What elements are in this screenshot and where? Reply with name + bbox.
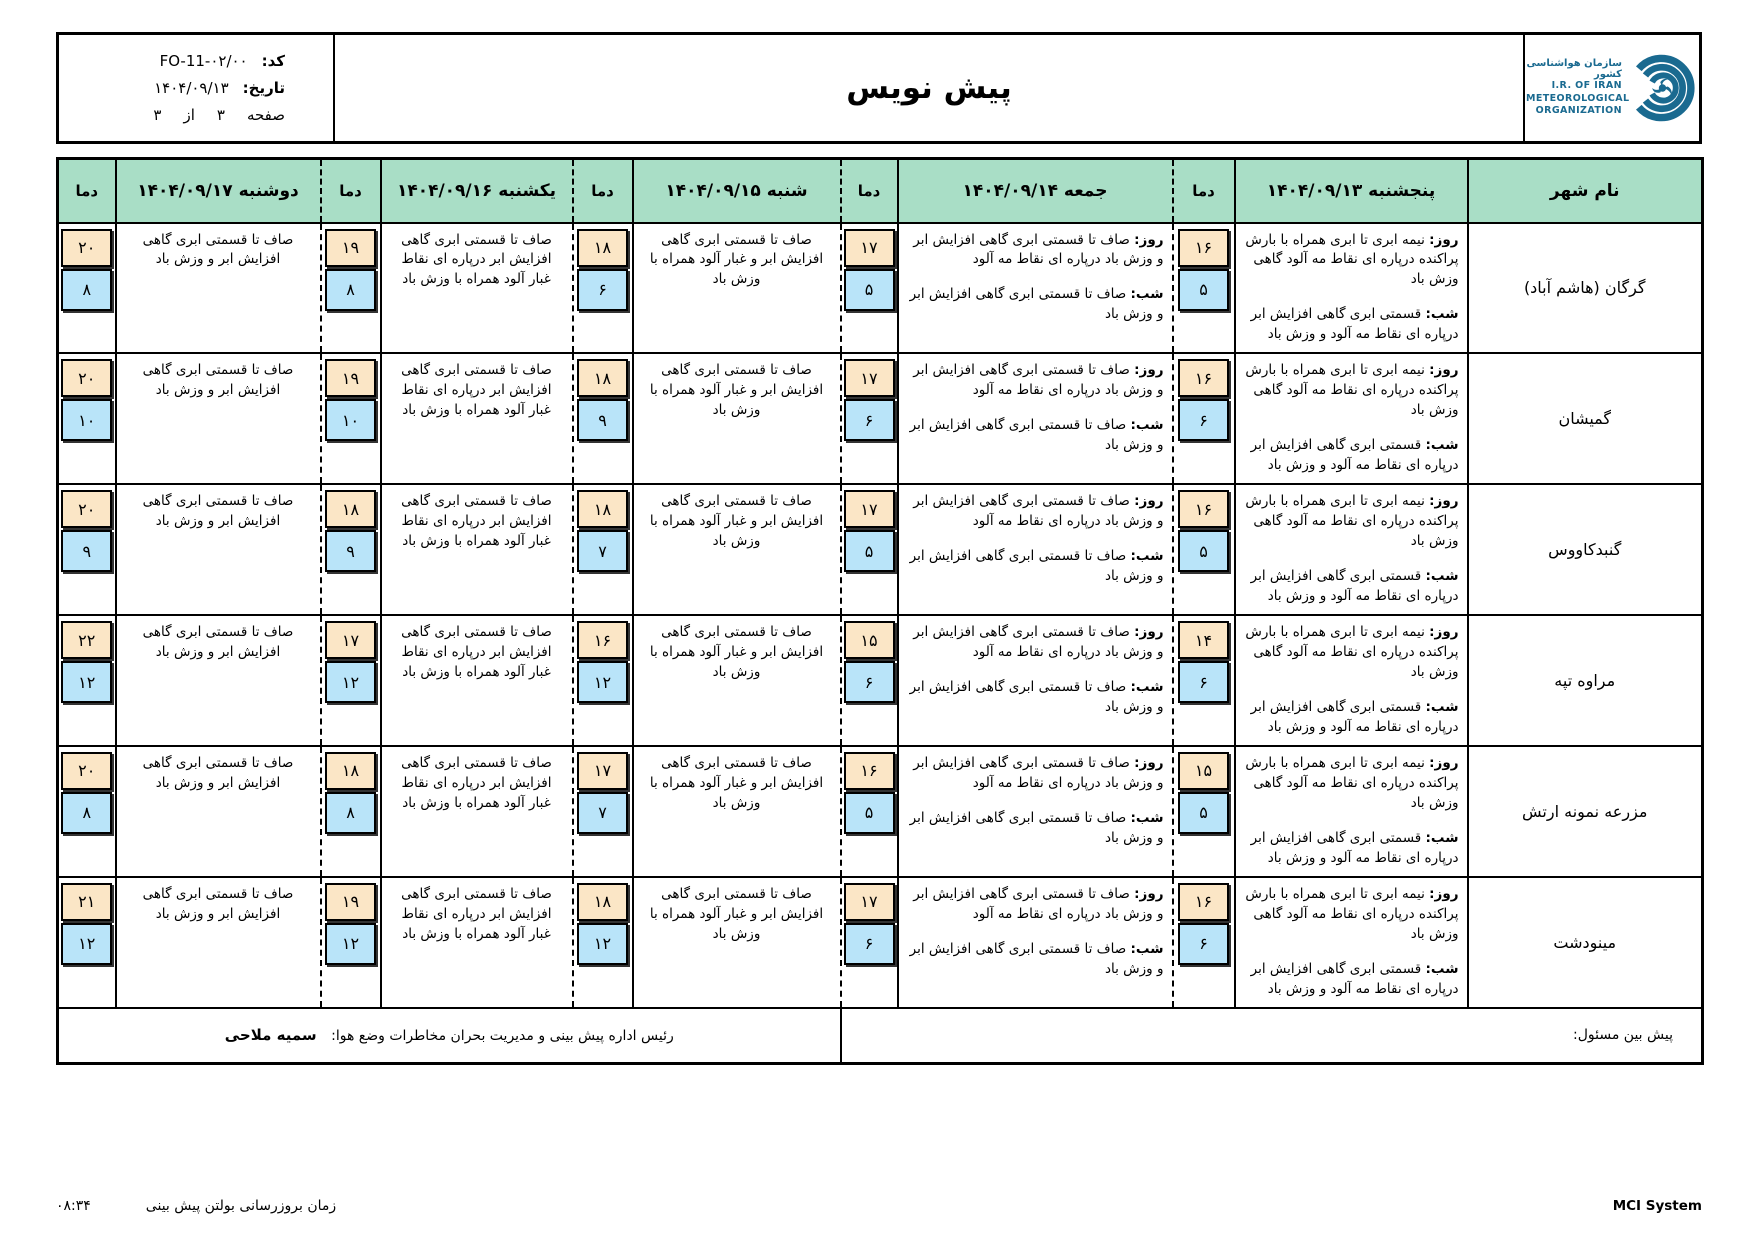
period-label: شب: [1425,568,1459,585]
forecast-text: روز: صاف تا قسمتی ابری گاهی افزایش ابر و وزش باد درپاره ای نقاط مه آلود [913,754,1164,791]
system-name: MCI System [1612,1198,1702,1214]
period-label: شب: [1130,678,1164,695]
forecast-text: صاف تا قسمتی ابری گاهی افزایش ابر و غبار آلود همراه با وزش باد [649,362,824,419]
forecast-text: روز: صاف تا قسمتی ابری گاهی افزایش ابر و وزش باد درپاره ای نقاط مه آلود [913,885,1164,922]
page-current: ۳ [216,106,225,124]
temp-min-box: ۵ [1178,792,1229,834]
forecast-text: شب: قسمتی ابری گاهی افزایش ابر درپاره ای نقاط مه آلود و وزش باد [1250,306,1459,343]
forecast-cell [116,353,321,484]
temp-header-cell-1: دما [841,159,898,223]
temp-max-box: ۱۸ [577,490,628,528]
temp-cell [321,223,381,354]
table-row-0 [58,223,1703,354]
temp-cell [1173,484,1235,615]
period-label: روز: [1134,493,1164,510]
forecast-cell [898,353,1173,484]
forecast-cell [116,484,321,615]
forecast-cell [381,877,573,1008]
forecast-text: شب: صاف تا قسمتی ابری گاهی افزایش ابر و وزش باد [909,940,1164,977]
forecast-text: صاف تا قسمتی ابری گاهی افزایش ابر درپاره ای نقاط غبار آلود همراه با وزش باد [401,493,552,550]
update-time-value: ۰۸:۳۴ [56,1198,91,1214]
forecast-cell [898,877,1173,1008]
forecast-text: شب: صاف تا قسمتی ابری گاهی افزایش ابر و وزش باد [909,809,1164,846]
forecast-cell [898,746,1173,877]
temp-max-box: ۱۷ [577,752,628,790]
logo-line-en1: I.R. OF IRAN [1551,79,1622,91]
temp-max-box: ۲۲ [61,621,112,659]
code-label: کد: [261,52,285,70]
forecast-table [56,157,1704,1065]
temp-cell [573,353,633,484]
temp-min-box: ۱۰ [325,399,376,441]
period-label: روز: [1134,885,1164,902]
period-label: شب: [1425,829,1459,846]
signature-row [58,1008,1703,1064]
period-label: روز: [1429,624,1459,641]
period-label: شب: [1130,809,1164,826]
temp-cell [1173,746,1235,877]
temp-max-box: ۱۸ [577,229,628,267]
forecast-cell [898,223,1173,354]
temp-max-box: ۱۸ [577,359,628,397]
city-cell: گرگان (هاشم آباد) [1468,223,1703,354]
forecast-cell [381,484,573,615]
date-label: تاریخ: [242,79,285,97]
meta-date-row [69,79,285,97]
temp-max-box: ۱۹ [325,229,376,267]
temp-max-box: ۱۵ [844,621,895,659]
temp-max-box: ۱۶ [1178,229,1229,267]
period-label: روز: [1134,231,1164,248]
forecast-text: صاف تا قسمتی ابری گاهی افزایش ابر و وزش باد [142,231,294,268]
document-header [56,32,1702,144]
period-label: روز: [1429,231,1459,248]
forecast-text: صاف تا قسمتی ابری گاهی افزایش ابر و وزش باد [142,754,294,791]
page-title: پیش نویس [846,70,1012,106]
temp-min-box: ۶ [1178,399,1229,441]
forecast-text: صاف تا قسمتی ابری گاهی افزایش ابر و غبار آلود همراه با وزش باد [649,885,824,942]
period-label: شب: [1130,286,1164,303]
temp-max-box: ۱۷ [844,883,895,921]
temp-cell [573,746,633,877]
forecast-cell [898,615,1173,746]
meta-code-row [69,52,285,70]
temp-min-box: ۶ [1178,923,1229,965]
city-cell: گنبدکاووس [1468,484,1703,615]
temp-cell [841,746,898,877]
temp-header-cell-4: دما [58,159,116,223]
city-cell: مراوه تپه [1468,615,1703,746]
forecast-cell [1235,615,1468,746]
temp-max-box: ۱۷ [325,621,376,659]
temp-min-box: ۶ [844,399,895,441]
temp-cell [58,877,116,1008]
update-time-label: زمان بروزرسانی بولتن پیش بینی [145,1198,337,1214]
temp-min-box: ۸ [325,792,376,834]
day-header-cell-1: جمعه ۱۴۰۴/۰۹/۱۴ [898,159,1173,223]
temp-cell [573,223,633,354]
forecast-text: شب: صاف تا قسمتی ابری گاهی افزایش ابر و وزش باد [909,286,1164,323]
temp-cell [1173,353,1235,484]
forecast-cell [381,746,573,877]
forecast-text: صاف تا قسمتی ابری گاهی افزایش ابر و غبار آلود همراه با وزش باد [649,624,824,680]
logo-text [1526,57,1630,118]
forecast-text: روز: صاف تا قسمتی ابری گاهی افزایش ابر و وزش باد درپاره ای نقاط مه آلود [913,231,1164,268]
temp-max-box: ۱۶ [577,621,628,659]
logo-line-en2: METEOROLOGICAL [1526,92,1630,104]
temp-cell [841,615,898,746]
temp-header-cell-0: دما [1173,159,1235,223]
temp-min-box: ۶ [844,923,895,965]
forecast-text: روز: صاف تا قسمتی ابری گاهی افزایش ابر و وزش باد درپاره ای نقاط مه آلود [913,493,1164,530]
period-label: روز: [1134,362,1164,379]
forecast-text: روز: صاف تا قسمتی ابری گاهی افزایش ابر و وزش باد درپاره ای نقاط مه آلود [913,624,1164,660]
forecast-text: صاف تا قسمتی ابری گاهی افزایش ابر درپاره ای نقاط غبار آلود همراه با وزش باد [401,754,552,811]
temp-cell [1173,877,1235,1008]
temp-min-box: ۹ [61,530,112,572]
temp-min-box: ۵ [844,792,895,834]
forecast-cell [1235,484,1468,615]
temp-min-box: ۱۲ [61,661,112,703]
temp-min-box: ۵ [1178,269,1229,311]
forecast-text: روز: صاف تا قسمتی ابری گاهی افزایش ابر و وزش باد درپاره ای نقاط مه آلود [913,362,1164,399]
forecast-text: شب: قسمتی ابری گاهی افزایش ابر درپاره ای نقاط مه آلود و وزش باد [1250,437,1459,474]
meta-box [59,35,335,141]
temp-min-box: ۹ [577,399,628,441]
forecast-text: صاف تا قسمتی ابری گاهی افزایش ابر و غبار آلود همراه با وزش باد [649,493,824,550]
temp-min-box: ۸ [325,269,376,311]
period-label: روز: [1429,362,1459,379]
temp-max-box: ۲۱ [61,883,112,921]
forecast-text: شب: قسمتی ابری گاهی افزایش ابر درپاره ای نقاط مه آلود و وزش باد [1250,568,1459,605]
temp-max-box: ۲۰ [61,229,112,267]
temp-cell [573,484,633,615]
period-label: شب: [1425,306,1459,323]
temp-max-box: ۱۷ [844,490,895,528]
city-header-cell: نام شهر [1468,159,1703,223]
temp-cell [573,615,633,746]
table-row-4 [58,746,1703,877]
period-label: شب: [1425,960,1459,977]
temp-cell [841,877,898,1008]
temp-min-box: ۵ [1178,530,1229,572]
forecast-cell [633,223,841,354]
temp-cell [573,877,633,1008]
forecast-text: صاف تا قسمتی ابری گاهی افزایش ابر درپاره ای نقاط غبار آلود همراه با وزش باد [401,885,552,942]
temp-min-box: ۹ [325,530,376,572]
meteorological-organization-spiral-icon [1624,51,1698,125]
temp-cell [841,353,898,484]
temp-cell [321,615,381,746]
temp-max-box: ۱۶ [1178,359,1229,397]
page-of-label: از [183,106,195,124]
forecast-cell [1235,223,1468,354]
temp-min-box: ۸ [61,269,112,311]
page-label: صفحه [246,106,285,124]
temp-max-box: ۱۶ [844,752,895,790]
forecast-text: شب: قسمتی ابری گاهی افزایش ابر درپاره ای نقاط مه آلود و وزش باد [1250,698,1459,735]
forecast-text: صاف تا قسمتی ابری گاهی افزایش ابر درپاره ای نقاط غبار آلود همراه با وزش باد [401,624,552,680]
page-total: ۳ [153,106,162,124]
forecast-cell [116,746,321,877]
forecast-text: روز: نیمه ابری تا ابری همراه با بارش پراکنده درپاره ای نقاط مه آلود گاهی وزش باد [1245,885,1459,942]
forecast-cell [1235,877,1468,1008]
forecast-text: شب: قسمتی ابری گاهی افزایش ابر درپاره ای نقاط مه آلود و وزش باد [1250,960,1459,997]
forecaster-label: پیش بین مسئول: [841,1008,1703,1064]
forecast-text: صاف تا قسمتی ابری گاهی افزایش ابر و غبار آلود همراه با وزش باد [649,754,824,811]
logo-line-en3: ORGANIZATION [1535,105,1622,117]
forecast-cell [381,223,573,354]
table-row-3 [58,615,1703,746]
temp-min-box: ۷ [577,792,628,834]
date-value: ۱۴۰۴/۰۹/۱۳ [154,79,229,97]
head-of-forecasting-name: سمیه ملاحی [224,1026,317,1045]
temp-max-box: ۱۹ [325,883,376,921]
page-footer [56,1198,1702,1214]
day-header-cell-3: یکشنبه ۱۴۰۴/۰۹/۱۶ [381,159,573,223]
temp-max-box: ۱۸ [325,752,376,790]
temp-min-box: ۱۲ [577,923,628,965]
temp-max-box: ۱۸ [325,490,376,528]
forecast-text: شب: صاف تا قسمتی ابری گاهی افزایش ابر و وزش باد [909,678,1164,715]
forecast-text: روز: نیمه ابری تا ابری همراه با بارش پراکنده درپاره ای نقاط مه آلود گاهی وزش باد [1245,231,1459,288]
day-header-cell-4: دوشنبه ۱۴۰۴/۰۹/۱۷ [116,159,321,223]
forecast-text: روز: نیمه ابری تا ابری همراه با بارش پراکنده درپاره ای نقاط مه آلود گاهی وزش باد [1245,754,1459,811]
forecast-cell [633,484,841,615]
forecast-cell [633,746,841,877]
table-row-2 [58,484,1703,615]
update-time-row [56,1198,336,1214]
forecast-cell [633,353,841,484]
temp-min-box: ۱۲ [577,661,628,703]
period-label: شب: [1425,437,1459,454]
forecast-cell [381,615,573,746]
temp-header-cell-3: دما [321,159,381,223]
temp-min-box: ۶ [577,269,628,311]
forecast-text: شب: صاف تا قسمتی ابری گاهی افزایش ابر و وزش باد [909,548,1164,585]
forecast-text: روز: نیمه ابری تا ابری همراه با بارش پراکنده درپاره ای نقاط مه آلود گاهی وزش باد [1245,624,1459,680]
city-cell: گمیشان [1468,353,1703,484]
period-label: شب: [1130,940,1164,957]
period-label: روز: [1134,624,1164,641]
temp-max-box: ۱۷ [844,229,895,267]
forecast-cell [1235,746,1468,877]
period-label: روز: [1429,493,1459,510]
temp-cell [841,223,898,354]
forecast-text: صاف تا قسمتی ابری گاهی افزایش ابر درپاره ای نقاط غبار آلود همراه با وزش باد [401,362,552,419]
forecast-text: شب: قسمتی ابری گاهی افزایش ابر درپاره ای نقاط مه آلود و وزش باد [1250,829,1459,866]
temp-max-box: ۱۶ [1178,490,1229,528]
temp-header-cell-2: دما [573,159,633,223]
temp-cell [58,615,116,746]
temp-max-box: ۱۸ [577,883,628,921]
period-label: شب: [1425,698,1459,715]
forecast-cell [633,615,841,746]
table-row-5 [58,877,1703,1008]
temp-cell [841,484,898,615]
forecast-cell [898,484,1173,615]
temp-min-box: ۶ [844,661,895,703]
forecast-cell [381,353,573,484]
temp-cell [321,877,381,1008]
city-cell: مزرعه نمونه ارتش [1468,746,1703,877]
temp-min-box: ۵ [844,269,895,311]
period-label: شب: [1130,548,1164,565]
temp-min-box: ۶ [1178,661,1229,703]
temp-min-box: ۱۲ [61,923,112,965]
temp-cell [321,484,381,615]
head-of-forecasting-label: رئیس اداره پیش بینی و مدیریت بحران مخاطرات وضع هوا: سمیه ملاحی [58,1008,841,1064]
forecast-text: صاف تا قسمتی ابری گاهی افزایش ابر درپاره ای نقاط غبار آلود همراه با وزش باد [401,231,552,288]
period-label: روز: [1429,885,1459,902]
temp-max-box: ۲۰ [61,359,112,397]
temp-min-box: ۸ [61,792,112,834]
temp-min-box: ۷ [577,530,628,572]
period-label: روز: [1134,754,1164,771]
temp-cell [1173,615,1235,746]
forecast-cell [116,615,321,746]
logo-line-fa: سازمان هواشناسی کشور [1526,57,1622,80]
temp-min-box: ۱۲ [325,661,376,703]
temp-cell [58,223,116,354]
forecast-text: صاف تا قسمتی ابری گاهی افزایش ابر و وزش باد [142,885,294,922]
forecast-text: روز: نیمه ابری تا ابری همراه با بارش پراکنده درپاره ای نقاط مه آلود گاهی وزش باد [1245,493,1459,550]
temp-max-box: ۲۰ [61,490,112,528]
forecast-text: صاف تا قسمتی ابری گاهی افزایش ابر و وزش باد [142,362,294,399]
forecast-text: صاف تا قسمتی ابری گاهی افزایش ابر و وزش باد [142,624,294,660]
temp-max-box: ۱۷ [844,359,895,397]
temp-max-box: ۱۹ [325,359,376,397]
temp-cell [58,746,116,877]
temp-cell [58,484,116,615]
title-box [335,35,1523,141]
forecast-text: صاف تا قسمتی ابری گاهی افزایش ابر و غبار آلود همراه با وزش باد [649,231,824,288]
temp-min-box: ۱۰ [61,399,112,441]
temp-max-box: ۱۴ [1178,621,1229,659]
logo-box [1523,35,1699,141]
forecast-cell [1235,353,1468,484]
temp-cell [321,746,381,877]
forecast-cell [116,223,321,354]
city-cell: مینودشت [1468,877,1703,1008]
period-label: شب: [1130,417,1164,434]
code-value: FO-11-۰۲/۰۰ [159,52,248,70]
temp-max-box: ۱۵ [1178,752,1229,790]
forecast-cell [633,877,841,1008]
day-header-cell-0: پنجشنبه ۱۴۰۴/۰۹/۱۳ [1235,159,1468,223]
forecast-text: شب: صاف تا قسمتی ابری گاهی افزایش ابر و وزش باد [909,417,1164,454]
temp-min-box: ۵ [844,530,895,572]
period-label: روز: [1429,754,1459,771]
table-header-row [58,159,1703,223]
temp-cell [321,353,381,484]
table-row-1 [58,353,1703,484]
temp-cell [58,353,116,484]
forecast-text: روز: نیمه ابری تا ابری همراه با بارش پراکنده درپاره ای نقاط مه آلود گاهی وزش باد [1245,362,1459,419]
temp-max-box: ۱۶ [1178,883,1229,921]
temp-min-box: ۱۲ [325,923,376,965]
meta-page-row [69,106,285,124]
day-header-cell-2: شنبه ۱۴۰۴/۰۹/۱۵ [633,159,841,223]
forecast-text: صاف تا قسمتی ابری گاهی افزایش ابر و وزش باد [142,493,294,530]
temp-max-box: ۲۰ [61,752,112,790]
temp-cell [1173,223,1235,354]
forecast-cell [116,877,321,1008]
